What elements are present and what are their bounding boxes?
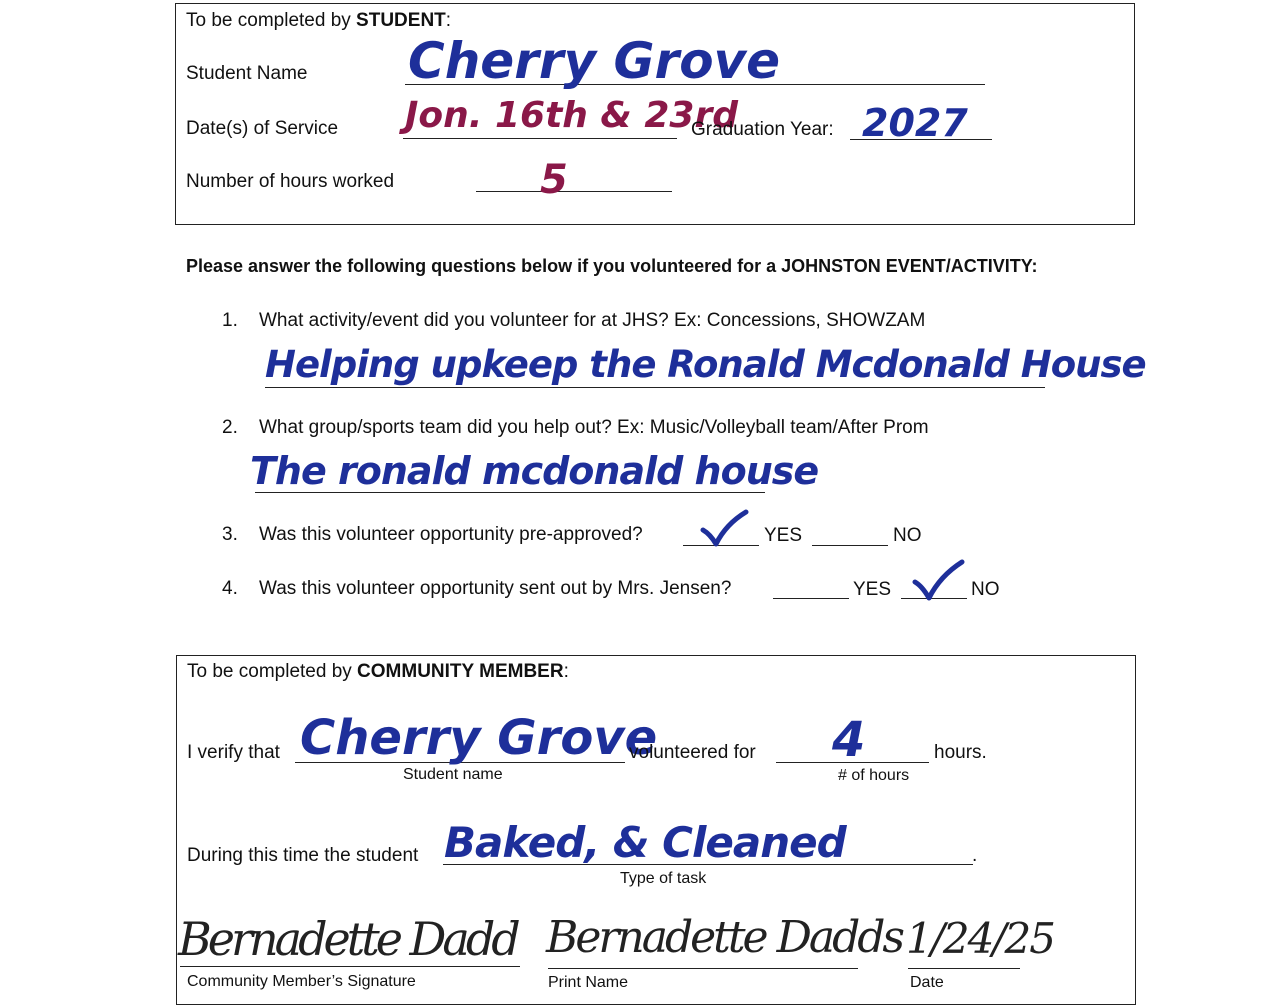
task-value[interactable]: Baked, & Cleaned (444, 818, 846, 867)
print-name-value[interactable]: Bernadette Dadds (546, 912, 902, 963)
student-section-header: To be completed by STUDENT: (186, 10, 452, 31)
question-3-no-label: NO (893, 525, 922, 546)
date-line (908, 968, 1020, 969)
question-2-answer[interactable]: The ronald mcdonald house (250, 449, 819, 493)
signature-caption: Community Member’s Signature (187, 973, 416, 990)
task-caption: Type of task (620, 870, 707, 887)
dates-label: Date(s) of Service (186, 118, 339, 139)
question-2-number: 2. (222, 417, 238, 438)
verify-student-value[interactable]: Cherry Grove (300, 710, 658, 766)
hours-worked-line (476, 191, 672, 192)
student-name-label: Student Name (186, 63, 308, 84)
hours-suffix: hours. (934, 742, 987, 763)
question-2-text: What group/sports team did you help out? Ex: Music/Volleyball team/After Prom (259, 417, 929, 438)
signature-line (180, 966, 520, 967)
question-1-number: 1. (222, 310, 238, 331)
question-3-text: Was this volunteer opportunity pre-approved? (259, 524, 643, 545)
hours-worked-label: Number of hours worked (186, 171, 395, 192)
graduation-year-value[interactable]: 2027 (862, 101, 968, 145)
question-1-answer[interactable]: Helping upkeep the Ronald Mcdonald House (265, 343, 1146, 386)
question-3-number: 3. (222, 524, 238, 545)
verify-student-caption: Student name (403, 766, 503, 783)
question-4-no-label: NO (971, 579, 1000, 600)
date-caption: Date (910, 974, 944, 991)
question-4-no-check-icon[interactable] (912, 558, 966, 602)
question-4-yes-line[interactable] (773, 598, 849, 599)
question-3-no-line[interactable] (812, 545, 888, 546)
community-section-header: To be completed by COMMUNITY MEMBER: (187, 661, 569, 682)
graduation-year-label: Graduation Year: (691, 119, 834, 140)
verify-label: I verify that (187, 742, 280, 763)
question-4-text: Was this volunteer opportunity sent out by Mrs. Jensen? (259, 578, 732, 599)
questions-intro: Please answer the following questions below if you volunteered for a JOHNSTON EVENT/ACTIVITY: (186, 256, 1038, 276)
question-4-number: 4. (222, 578, 238, 599)
hours-worked-value[interactable]: 5 (540, 157, 568, 203)
dates-line (403, 138, 677, 139)
volunteered-label: volunteered for (629, 742, 756, 763)
signature-value[interactable]: Bernadette Dadd (178, 912, 517, 966)
question-1-line (265, 387, 1045, 388)
date-value[interactable]: 1/24/25 (906, 914, 1054, 963)
verify-hours-value[interactable]: 4 (832, 712, 866, 768)
question-4-yes-label: YES (853, 579, 892, 600)
print-name-caption: Print Name (548, 974, 629, 991)
question-1-text: What activity/event did you volunteer for at JHS? Ex: Concessions, SHOWZAM (259, 310, 926, 331)
question-3-yes-label: YES (764, 525, 803, 546)
student-name-value[interactable]: Cherry Grove (408, 32, 781, 90)
question-3-yes-check-icon[interactable] (700, 508, 750, 550)
dates-value[interactable]: Jon. 16th & 23rd (405, 95, 738, 136)
print-name-line (548, 968, 858, 969)
task-suffix: . (972, 845, 978, 866)
during-label: During this time the student (187, 845, 419, 866)
verify-hours-caption: # of hours (838, 767, 910, 784)
